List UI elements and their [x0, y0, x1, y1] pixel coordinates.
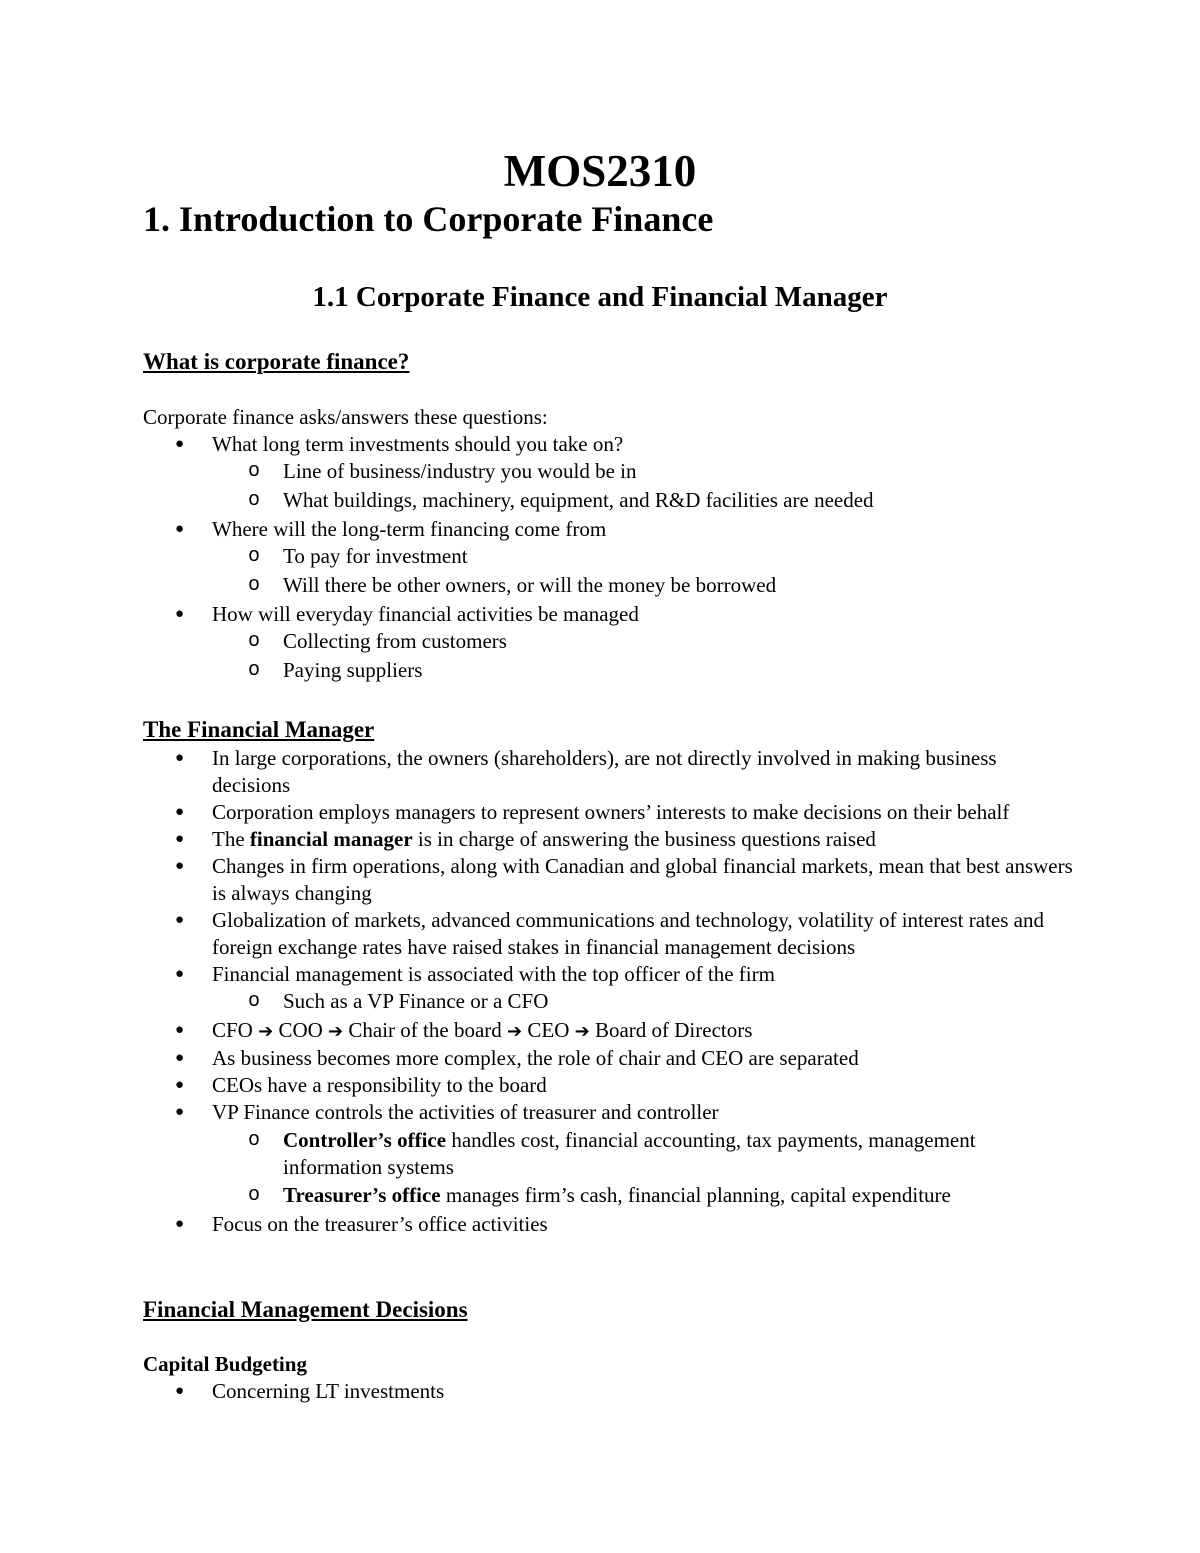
list-item: [143, 799, 1078, 826]
arrow-right-icon: ➔: [258, 1021, 274, 1042]
sub-list-item-text: Line of business/industry you would be in: [283, 459, 637, 483]
list-item: [143, 853, 1078, 907]
chapter-title: 1. Introduction to Corporate Finance: [143, 199, 714, 239]
sub-list-item-text: What buildings, machinery, equipment, and R&D facilities are needed: [283, 488, 874, 512]
bullet-icon: ●: [175, 1104, 185, 1120]
sub-bullet-icon: o: [248, 574, 261, 597]
list-item-text: Where will the long-term financing come from: [212, 517, 607, 541]
list-item: [143, 1072, 1078, 1099]
list-item-text: Corporation employs managers to represent owners’ interests to make decisions on their behalf: [212, 800, 1010, 824]
chain-ceo: CEO: [527, 1018, 570, 1042]
heading-financial-manager: The Financial Manager: [143, 717, 375, 742]
list-item: [143, 516, 1078, 599]
list-item: [143, 1378, 1078, 1405]
financial-manager-list: [143, 745, 1078, 1238]
list-item-text: CEOs have a responsibility to the board: [212, 1073, 547, 1097]
sub-list-item-text: handles cost, financial accounting, tax payments, management information systems: [283, 1128, 976, 1179]
bullet-icon: ●: [175, 1216, 185, 1232]
sub-bullet-icon: o: [248, 630, 261, 653]
bullet-icon: ●: [175, 1022, 185, 1038]
sub-bullet-icon: o: [248, 489, 261, 512]
sub-list-item: [212, 572, 1078, 599]
arrow-right-icon: ➔: [574, 1021, 590, 1042]
list-item: [143, 961, 1078, 1015]
bullet-icon: ●: [175, 436, 185, 452]
chain-cfo: CFO: [212, 1018, 253, 1042]
bullet-icon: ●: [175, 521, 185, 537]
list-item: [143, 1045, 1078, 1072]
chain-chair: Chair of the board: [348, 1018, 502, 1042]
bullet-icon: ●: [175, 858, 185, 874]
bullet-icon: ●: [175, 1383, 185, 1399]
sub-bullet-icon: o: [248, 659, 261, 682]
list-item: [143, 1211, 1078, 1238]
list-item-text-post: is in charge of answering the business questions raised: [412, 827, 876, 851]
financial-manager-term: financial manager: [249, 827, 413, 851]
sub-list-item: [212, 1127, 1078, 1181]
course-title: MOS2310: [503, 146, 697, 196]
chain-board: Board of Directors: [594, 1018, 753, 1042]
list-item: [143, 1099, 1078, 1209]
sub-list-item: [212, 657, 1078, 684]
list-item-text: VP Finance controls the activities of treasurer and controller: [212, 1100, 719, 1124]
intro-paragraph: Corporate finance asks/answers these questions:: [143, 405, 548, 429]
sub-bullet-icon: o: [248, 545, 261, 568]
bullet-icon: ●: [175, 831, 185, 847]
treasurer-office-term: Treasurer’s office: [283, 1183, 441, 1207]
sub-list-item: [212, 458, 1078, 485]
sub-list-item-text: manages firm’s cash, financial planning, capital expenditure: [440, 1183, 951, 1207]
list-item: [143, 431, 1078, 514]
sub-list-item: [212, 1182, 1078, 1209]
sub-list-item-text: Will there be other owners, or will the money be borrowed: [283, 573, 777, 597]
bullet-icon: ●: [175, 1077, 185, 1093]
list-item: [143, 745, 1078, 799]
chain-coo: COO: [278, 1018, 323, 1042]
sub-list-item: [212, 487, 1078, 514]
sub-list-item: [212, 628, 1078, 655]
sub-list-item: [212, 543, 1078, 570]
bullet-icon: ●: [175, 750, 185, 766]
sub-list: [212, 543, 1078, 599]
list-item-text: Globalization of markets, advanced communications and technology, volatility of interest rates and foreign exchange rates have raised stakes in financial management decisions: [212, 908, 1044, 959]
heading-what-is-corporate-finance: What is corporate finance?: [143, 349, 410, 374]
sub-list-item-text: Collecting from customers: [283, 629, 507, 653]
list-item-text: Concerning LT investments: [212, 1379, 445, 1403]
sub-list: [212, 458, 1078, 514]
list-item: [143, 601, 1078, 684]
list-item-text: As business becomes more complex, the role of chair and CEO are separated: [212, 1046, 859, 1070]
list-item-reporting-chain: [143, 1017, 1078, 1045]
sub-bullet-icon: o: [248, 990, 261, 1013]
sub-list: [212, 988, 1078, 1015]
controller-office-term: Controller’s office: [283, 1128, 447, 1152]
list-item-text: How will everyday financial activities be managed: [212, 602, 639, 626]
bullet-icon: ●: [175, 1050, 185, 1066]
capital-budgeting-list: [143, 1378, 1078, 1405]
sub-list-item: [212, 988, 1078, 1015]
sub-list-item-text: Such as a VP Finance or a CFO: [283, 989, 549, 1013]
sub-list: [212, 1127, 1078, 1209]
list-item-text: Focus on the treasurer’s office activities: [212, 1212, 548, 1236]
list-item: [143, 907, 1078, 961]
sub-bullet-icon: o: [248, 1184, 261, 1207]
subheading-capital-budgeting: Capital Budgeting: [143, 1352, 307, 1376]
list-item-text: Changes in firm operations, along with Canadian and global financial markets, mean that best answers is always changing: [212, 854, 1073, 905]
arrow-right-icon: ➔: [328, 1021, 344, 1042]
bullet-icon: ●: [175, 804, 185, 820]
heading-financial-management-decisions: Financial Management Decisions: [143, 1297, 468, 1322]
bullet-icon: ●: [175, 606, 185, 622]
sub-bullet-icon: o: [248, 1129, 261, 1152]
list-item-text-pre: The: [212, 827, 250, 851]
sub-list: [212, 628, 1078, 684]
bullet-icon: ●: [175, 966, 185, 982]
section-title: 1.1 Corporate Finance and Financial Manager: [312, 281, 888, 313]
sub-bullet-icon: o: [248, 460, 261, 483]
list-item: [143, 826, 1078, 853]
arrow-right-icon: ➔: [507, 1021, 523, 1042]
list-item-text: Financial management is associated with the top officer of the firm: [212, 962, 775, 986]
bullet-icon: ●: [175, 912, 185, 928]
sub-list-item-text: To pay for investment: [283, 544, 468, 568]
corporate-finance-questions-list: [143, 431, 1078, 684]
list-item-text: In large corporations, the owners (shareholders), are not directly involved in making business decisions: [212, 746, 997, 797]
sub-list-item-text: Paying suppliers: [283, 658, 423, 682]
list-item-text: What long term investments should you take on?: [212, 432, 624, 456]
